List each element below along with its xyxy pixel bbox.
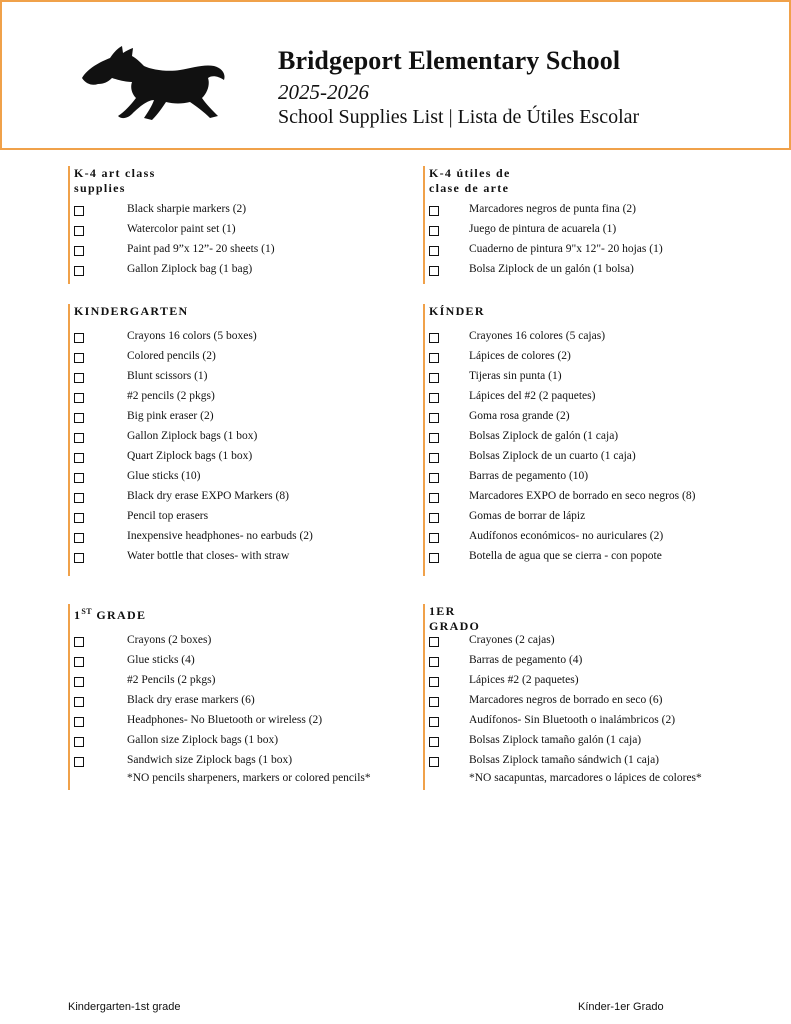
checkbox[interactable] [429,533,439,543]
checkbox[interactable] [74,677,84,687]
list-item [70,632,400,652]
item-label: Glue sticks (4) [127,654,195,666]
section-kindergarten-en [68,304,400,576]
checkbox[interactable] [74,226,84,236]
school-year: 2025-2026 [278,80,369,104]
list-item [425,548,765,568]
checkbox[interactable] [74,373,84,383]
item-label: Gallon Ziplock bag (1 bag) [127,263,253,275]
list-item [70,692,400,712]
checkbox[interactable] [429,413,439,423]
checkbox[interactable] [74,433,84,443]
item-label: Marcadores negros de punta fina (2) [469,203,637,215]
checkbox[interactable] [74,533,84,543]
item-label: Crayons (2 boxes) [127,634,212,646]
item-label: Barras de pegamento (4) [469,654,583,666]
list-item [70,508,400,528]
footer-left: Kindergarten-1st grade [68,1001,181,1013]
item-label: Audífonos- Sin Bluetooth o inalámbricos (2) [469,714,676,726]
item-label: Juego de pintura de acuarela (1) [469,223,617,235]
list-item [425,328,765,348]
item-label: Crayones 16 colores (5 cajas) [469,330,606,342]
checkbox[interactable] [429,246,439,256]
item-label: Paint pad 9”x 12”- 20 sheets (1) [127,243,275,255]
list-item [425,632,765,652]
checkbox[interactable] [429,373,439,383]
list-item [425,488,765,508]
item-label: Black dry erase markers (6) [127,694,255,706]
checkbox[interactable] [74,717,84,727]
list-item [70,672,400,692]
checkbox[interactable] [429,473,439,483]
list-item [70,548,400,568]
checkbox[interactable] [74,737,84,747]
checkbox[interactable] [74,246,84,256]
list-item [425,468,765,488]
checkbox[interactable] [74,413,84,423]
checkbox[interactable] [74,473,84,483]
checkbox[interactable] [429,433,439,443]
item-label: Pencil top erasers [127,510,209,522]
list-item [70,328,400,348]
item-label: Sandwich size Ziplock bags (1 box) [127,754,293,766]
note-text: *NO pencils sharpeners, markers or colored pencils* [127,772,371,784]
item-label: Bolsas Ziplock tamaño sándwich (1 caja) [469,754,660,766]
checkbox[interactable] [429,717,439,727]
list-item [425,201,765,221]
item-label: Watercolor paint set (1) [127,223,236,235]
item-label: #2 pencils (2 pkgs) [127,390,215,402]
item-label: Gomas de borrar de lápiz [469,510,586,522]
checklist [425,328,765,568]
checkbox[interactable] [74,493,84,503]
list-item [70,652,400,672]
list-item [425,408,765,428]
checkbox[interactable] [429,757,439,767]
checklist [70,328,400,568]
checkbox[interactable] [74,353,84,363]
item-label: Bolsas Ziplock de un cuarto (1 caja) [469,450,636,462]
section-title [74,166,156,196]
checkbox[interactable] [429,657,439,667]
list-item [70,408,400,428]
list-item [425,652,765,672]
list-item [70,261,400,281]
section-title [429,604,480,634]
item-label: Blunt scissors (1) [127,370,208,382]
item-label: Lápices #2 (2 paquetes) [469,674,579,686]
list-item [425,348,765,368]
list-item [425,448,765,468]
checkbox[interactable] [429,493,439,503]
list-item [70,241,400,261]
section-title: KÍNDER [429,304,485,318]
checklist [425,632,765,772]
item-label: Colored pencils (2) [127,350,216,362]
section-title-line2: clase de arte [429,181,510,195]
checklist [70,201,400,281]
list-item [70,732,400,752]
checkbox[interactable] [74,657,84,667]
list-item [425,732,765,752]
item-label: Glue sticks (10) [127,470,201,482]
item-label: Lápices del #2 (2 paquetes) [469,390,596,402]
item-label: Water bottle that closes- with straw [127,550,290,562]
list-item [425,428,765,448]
list-subtitle: School Supplies List | Lista de Útiles Escolar [278,106,640,128]
section-title-line1: K-4 art class [74,166,156,180]
list-item [70,528,400,548]
item-label: Crayons 16 colors (5 boxes) [127,330,257,342]
checkbox[interactable] [429,637,439,647]
checkbox[interactable] [429,677,439,687]
checkbox[interactable] [74,513,84,523]
item-label: Cuaderno de pintura 9"x 12"- 20 hojas (1) [469,243,663,255]
checkbox[interactable] [74,206,84,216]
list-item [425,692,765,712]
checkbox[interactable] [429,513,439,523]
section-title-number: 1 [74,608,82,622]
checkbox[interactable] [429,353,439,363]
checkbox[interactable] [74,333,84,343]
list-item [70,388,400,408]
item-label: Bolsas Ziplock de galón (1 caja) [469,430,619,442]
section-title-line2: supplies [74,181,126,195]
checkbox[interactable] [74,757,84,767]
item-label: Big pink eraser (2) [127,410,214,422]
item-label: Marcadores EXPO de borrado en seco negros (8) [469,490,696,502]
section-title-line1: 1ER [429,604,456,618]
school-name: Bridgeport Elementary School [278,46,621,75]
section-first-grade-en [68,604,400,790]
item-label: Crayones (2 cajas) [469,634,555,646]
list-item [425,712,765,732]
item-label: Gallon Ziplock bags (1 box) [127,430,258,442]
item-label: Black sharpie markers (2) [127,203,247,215]
list-item [70,488,400,508]
list-item [425,672,765,692]
item-label: Quart Ziplock bags (1 box) [127,450,253,462]
list-item [425,508,765,528]
list-item [70,712,400,732]
list-item [70,348,400,368]
section-first-grade-es [423,604,765,790]
list-item [70,428,400,448]
checkbox[interactable] [74,637,84,647]
section-title [429,166,511,196]
list-item [70,368,400,388]
section-title-suffix: ST [81,607,93,616]
checkbox[interactable] [74,553,84,563]
item-label: Audífonos económicos- no auriculares (2) [469,530,664,542]
item-label: Lápices de colores (2) [469,350,571,362]
item-label: Bolsa Ziplock de un galón (1 bolsa) [469,263,634,275]
item-label: Bolsas Ziplock tamaño galón (1 caja) [469,734,642,746]
section-title [74,604,146,623]
section-art-supplies-es [423,166,765,284]
list-item [70,201,400,221]
list-item [70,468,400,488]
list-item [425,388,765,408]
checklist [70,632,400,772]
note-text: *NO sacapuntas, marcadores o lápices de colores* [469,772,702,784]
list-item [70,448,400,468]
section-title-line1: K-4 útiles de [429,166,511,180]
checkbox[interactable] [429,266,439,276]
item-label: #2 Pencils (2 pkgs) [127,674,216,686]
checkbox[interactable] [74,697,84,707]
item-label: Gallon size Ziplock bags (1 box) [127,734,279,746]
checkbox[interactable] [429,453,439,463]
section-kindergarten-es [423,304,765,576]
section-title-line2: GRADO [429,619,481,633]
list-item [425,221,765,241]
list-item [425,261,765,281]
checkbox[interactable] [74,453,84,463]
checkbox[interactable] [74,266,84,276]
item-label: Botella de agua que se cierra - con popote [469,550,662,562]
item-label: Black dry erase EXPO Markers (8) [127,490,289,502]
section-title: KINDERGARTEN [74,304,189,318]
item-label: Barras de pegamento (10) [469,470,589,482]
checkbox[interactable] [429,553,439,563]
checkbox[interactable] [429,737,439,747]
list-item [425,241,765,261]
header-banner [0,0,791,150]
list-item [425,752,765,772]
item-label: Marcadores negros de borrado en seco (6) [469,694,663,706]
list-item [425,528,765,548]
item-label: Inexpensive headphones- no earbuds (2) [127,530,313,542]
checkbox[interactable] [429,226,439,236]
checkbox[interactable] [429,333,439,343]
mustang-logo-icon [78,44,228,124]
section-art-supplies-en [68,166,400,284]
checkbox[interactable] [74,393,84,403]
item-label: Tijeras sin punta (1) [469,370,562,382]
checklist [425,201,765,281]
item-label: Goma rosa grande (2) [469,410,570,422]
item-label: Headphones- No Bluetooth or wireless (2) [127,714,323,726]
checkbox[interactable] [429,697,439,707]
list-item [425,368,765,388]
list-item [70,752,400,772]
checkbox[interactable] [429,393,439,403]
section-title-word: GRADE [96,608,147,622]
list-item [70,221,400,241]
footer-right: Kínder-1er Grado [578,1001,664,1013]
checkbox[interactable] [429,206,439,216]
